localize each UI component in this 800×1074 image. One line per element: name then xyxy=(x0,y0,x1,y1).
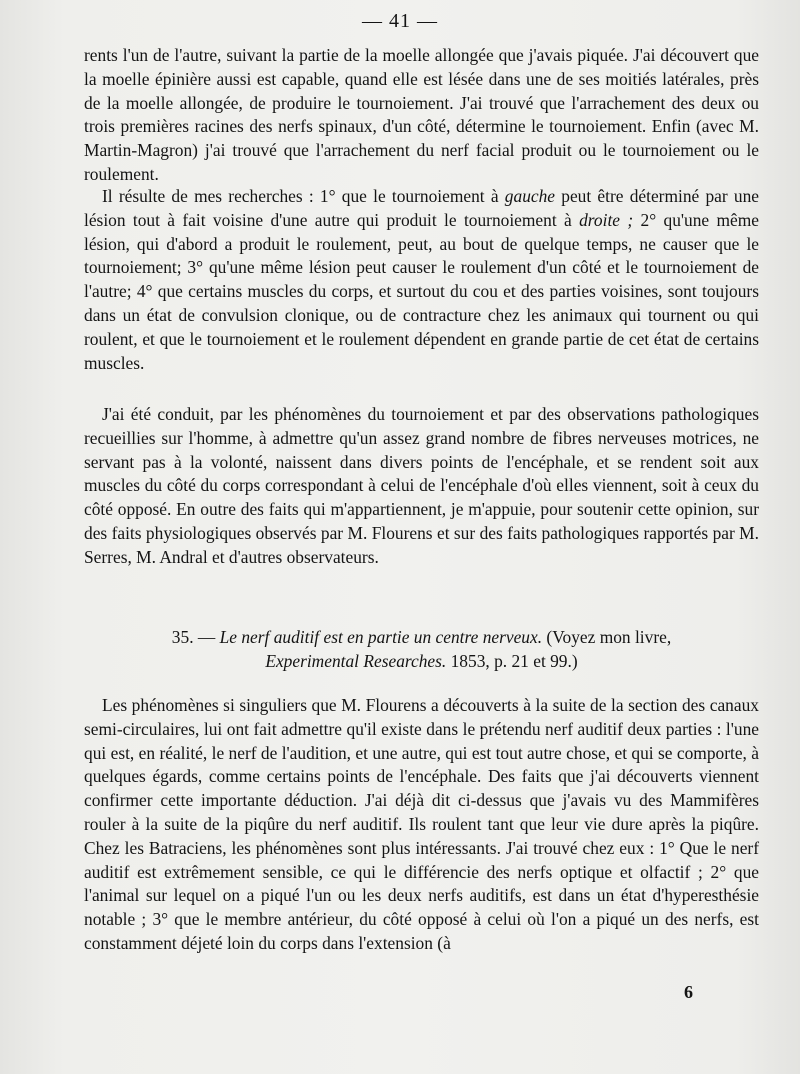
page-number: — 41 — xyxy=(362,10,438,32)
paragraph-4-text: Les phénomènes si singuliers que M. Flourens a découverts à la suite de la section des canaux semi-circulaires, lui ont fait admettre qu'il existe dans le prétendu nerf auditif deux parties : l'une qui est, en réalité, le nerf de l'audition, et une autre, qui est tout autre chose, et qui se comporte, à quelques égards, comme certains points de l'encéphale. Des faits que j'ai découverts viennent confirmer cette importante déduction. J'ai déjà dit ci-dessus que j'avais vu des Mammifères rouler à la suite de la piqûre du nerf auditif. Ils roulent tant que leur vie dure après la piqûre. Chez les Batraciens, les phénomènes sont plus intéressants. J'ai trouvé chez eux : 1° Que le nerf auditif est extrêmement sensible, ce qui le différencie des nerfs optique et olfactif ; 2° que l'animal sur lequel on a piqué l'un ou les deux nerfs auditifs, est dans un état d'hyperesthésie notable ; 3° que le membre antérieur, du côté opposé à celui où l'on a piqué un des nerfs, est constamment déjeté loin du corps dans l'extension (à xyxy=(84,695,759,953)
paragraph-2-part-3: 2° qu'une même lésion, qui d'abord a produit le roulement, peut, au bout de quelque temps, ne causer que le tournoiement; 3° qu'une même lésion peut causer le roulement d'un côté et le tournoiement de l'autre; 4° que certains muscles du corps, et surtout du cou et des parties voisines, sont toujours dans un état de convulsion clonique, ou de contracture chez les animaux qui tournent ou qui roulent, et que le tournoiement et le roulement dépendent en grande partie de cet état de certains muscles. xyxy=(84,209,759,373)
section-reference-end: 1853, p. 21 et 99.) xyxy=(446,650,578,671)
section-title: Le nerf auditif est en partie un centre nerveux. xyxy=(219,627,543,647)
section-book-title: Experimental Researches. xyxy=(265,650,447,671)
paragraph-1 xyxy=(84,44,759,187)
section-number: 35. — xyxy=(171,627,220,647)
section-heading-line-2 xyxy=(84,650,759,674)
paragraph-1-text: rents l'un de l'autre, suivant la partie de la moelle allongée que j'avais piquée. J'ai découvert que la moelle épinière aussi est capable, quand elle est lésée dans une de ses moitiés latérales, près de la moelle allongée, de produire le tournoiement. J'ai trouvé que l'arrachement des deux ou trois premières racines des nerfs spinaux, d'un côté, détermine le tournoiement. Enfin (avec M. Martin-Magron) j'ai trouvé que l'arrachement du nerf facial produit ou le tournoiement ou le roulement. xyxy=(84,45,759,184)
paragraph-2-part-2: peut être déterminé par une lésion tout à fait voisine d'une autre qui produit le tournoiement à xyxy=(84,186,759,230)
paragraph-4 xyxy=(84,694,759,956)
signature-mark: 6 xyxy=(684,982,693,1002)
paragraph-3 xyxy=(84,403,759,570)
paragraph-2-italic-gauche: gauche xyxy=(504,186,556,206)
paragraph-2-text xyxy=(84,185,759,375)
paragraph-3-text: J'ai été conduit, par les phénomènes du tournoiement et par des observations pathologiques recueillies sur l'homme, à admettre qu'un assez grand nombre de fibres nerveuses motrices, ne servant pas à la volonté, naissent dans divers points de l'encéphale, et se rendent soit aux muscles du côté du corps correspondant à celui de l'encéphale d'où elles viennent, soit à ceux du côté opposé. En outre des faits qui m'appartiennent, je m'appuie, pour soutenir cette opinion, sur des faits physiologiques observés par M. Flourens et sur des faits pathologiques rapportés par M. Serres, M. Andral et d'autres observateurs. xyxy=(84,404,759,567)
paragraph-2-italic-droite: droite ; xyxy=(579,209,634,230)
paragraph-2-part-1: Il résulte de mes recherches : 1° que le tournoiement à xyxy=(102,186,505,206)
paragraph-2 xyxy=(84,185,759,375)
section-heading-line-1 xyxy=(84,626,759,650)
section-reference-start: (Voyez mon livre, xyxy=(542,627,672,647)
section-heading xyxy=(84,626,759,674)
